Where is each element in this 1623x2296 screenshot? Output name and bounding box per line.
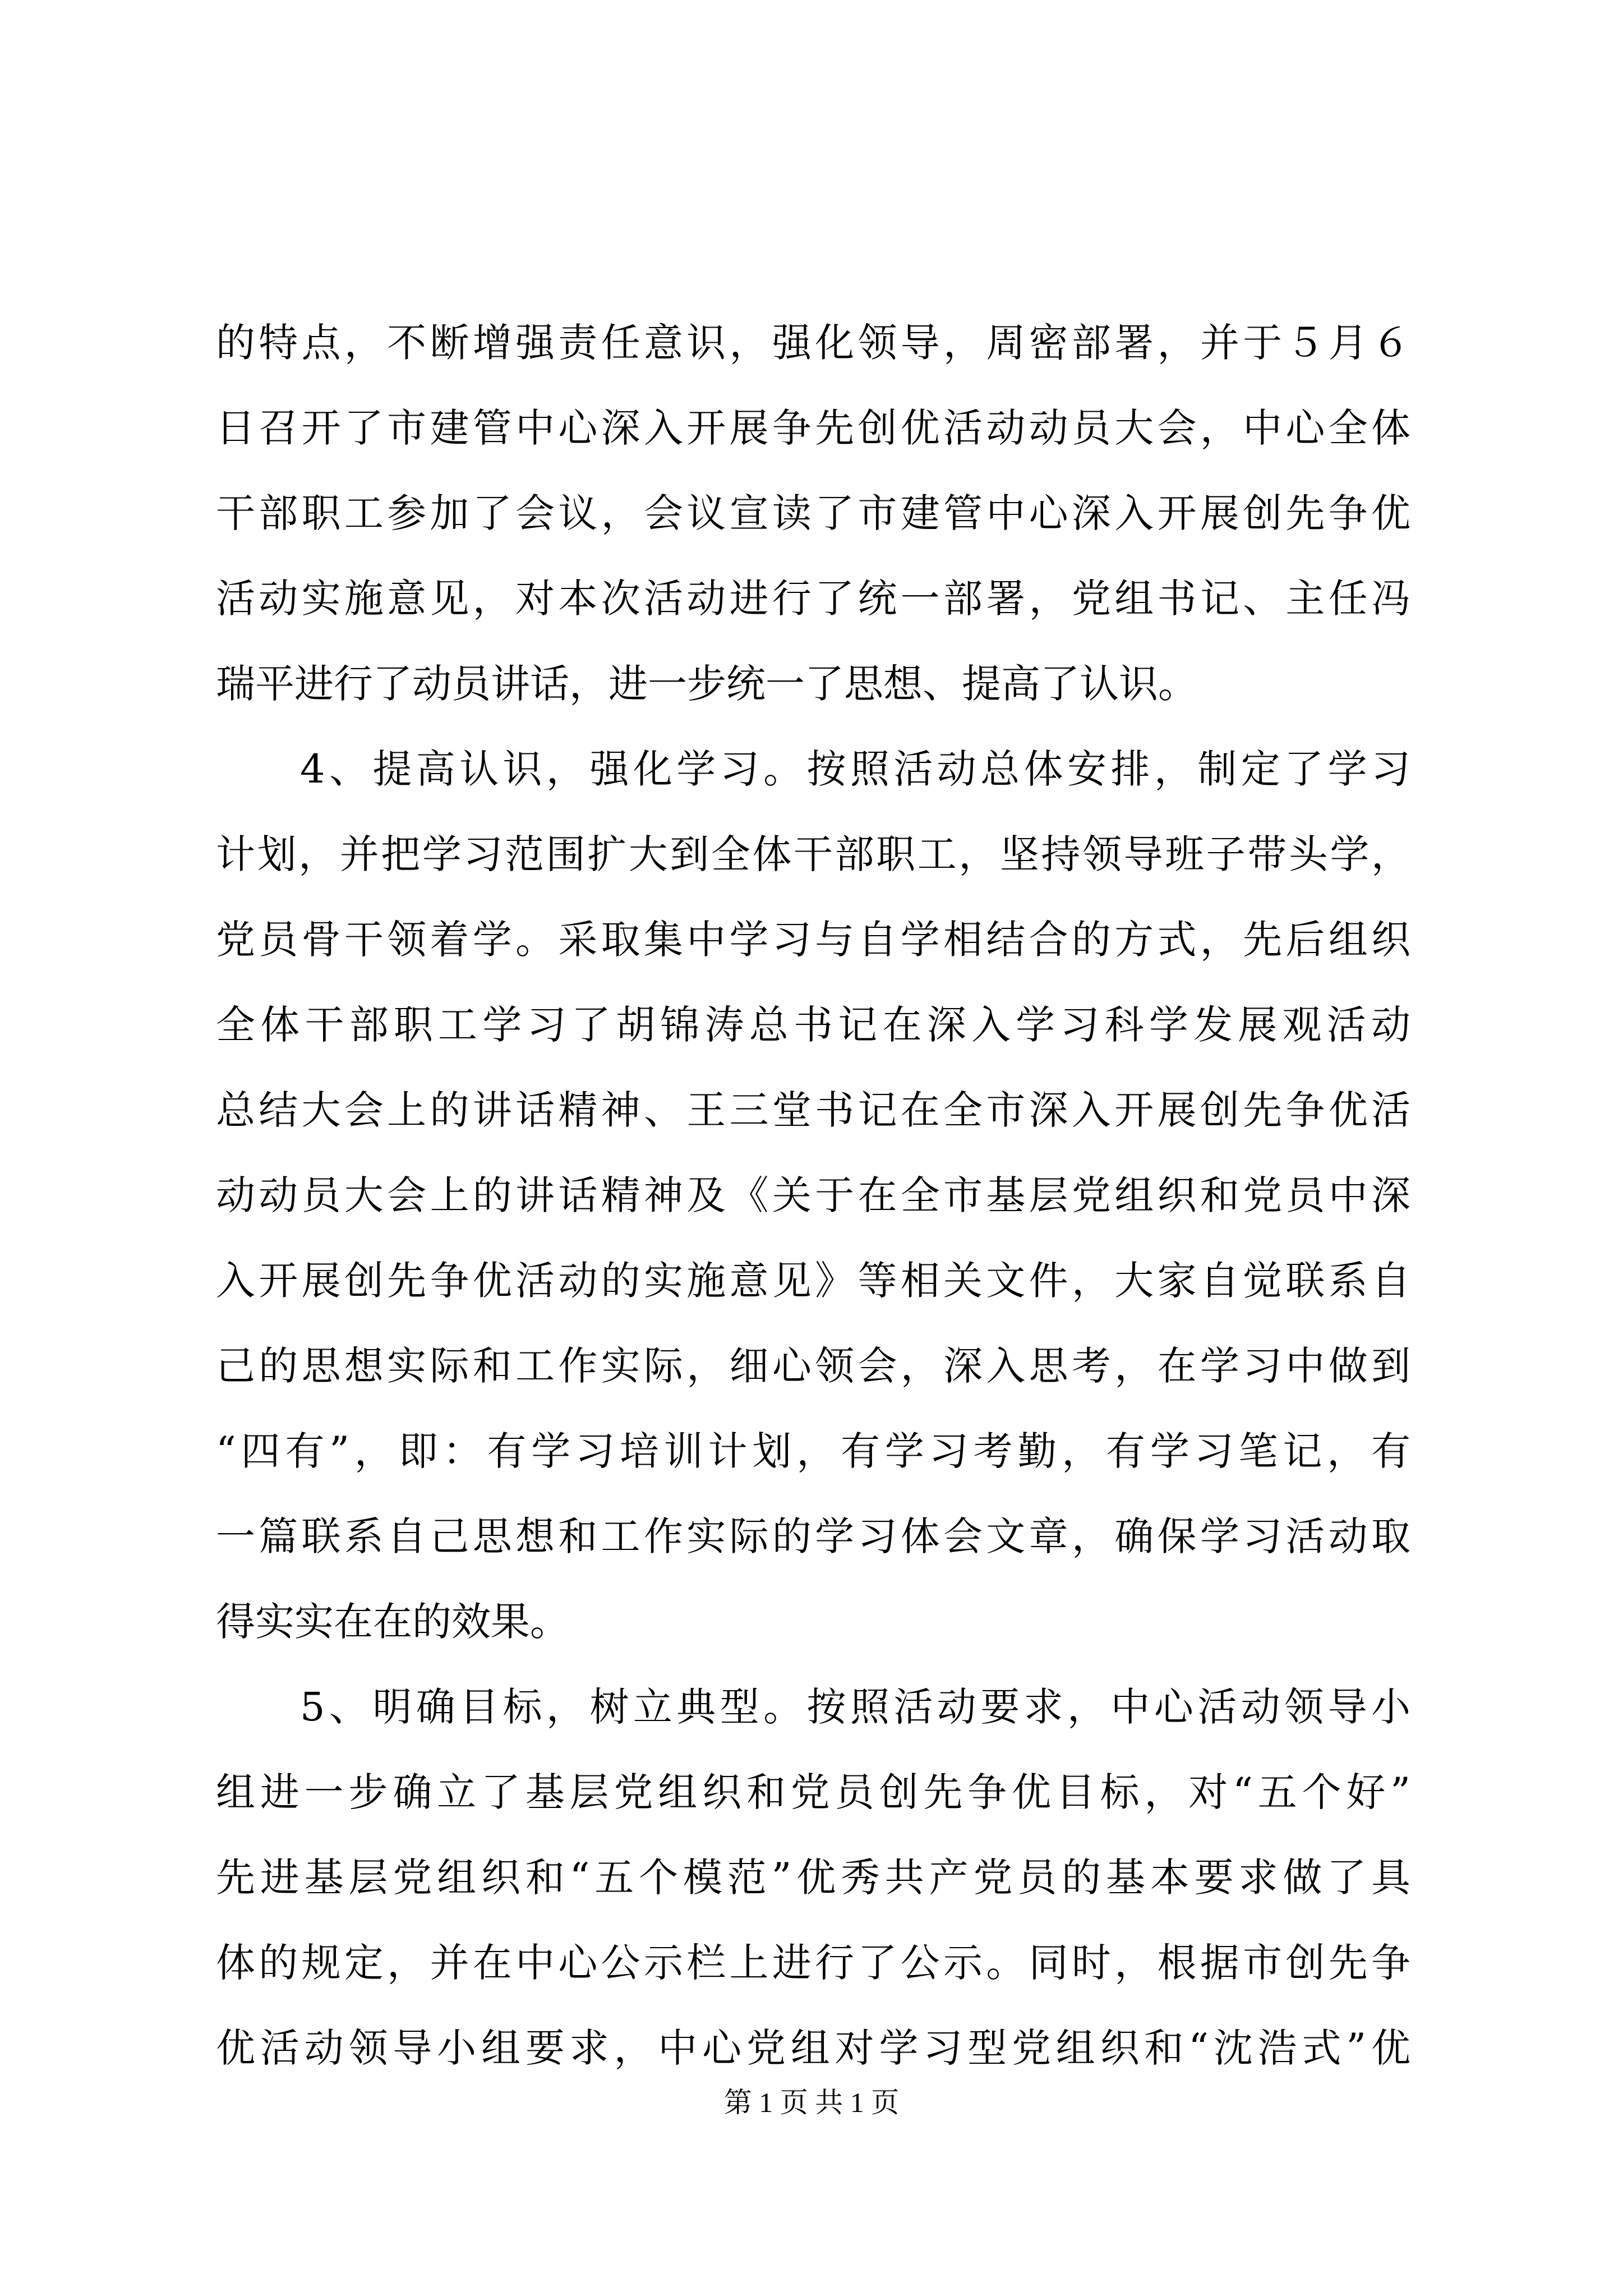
- text-line: 入开展创先争优活动的实施意见》等相关文件，大家自觉联系自: [216, 1258, 1410, 1304]
- document-body: [216, 300, 1410, 2091]
- text-line: 体的规定，并在中心公示栏上进行了公示。同时，根据市创先争: [216, 1940, 1410, 1986]
- paragraph-first-line: 4、提高认识，强化学习。按照活动总体安排，制定了学习: [300, 746, 1410, 792]
- text-line: 全体干部职工学习了胡锦涛总书记在深入学习科学发展观活动: [216, 1002, 1410, 1048]
- text-line: 先进基层党组织和“五个模范”优秀共产党员的基本要求做了具: [216, 1855, 1410, 1901]
- text-line: 优活动领导小组要求，中心党组对学习型党组织和“沈浩式”优: [216, 2025, 1410, 2071]
- page-footer: 第 1 页 共 1 页: [723, 2087, 900, 2118]
- text-line: 活动实施意见，对本次活动进行了统一部署，党组书记、主任冯: [216, 576, 1410, 622]
- text-line: 总结大会上的讲话精神、王三堂书记在全市深入开展创先争优活: [216, 1087, 1410, 1133]
- text-line: “四有”，即：有学习培训计划，有学习考勤，有学习笔记，有: [216, 1428, 1410, 1474]
- text-line: 己的思想实际和工作实际，细心领会，深入思考，在学习中做到: [216, 1343, 1410, 1389]
- text-line: 动动员大会上的讲话精神及《关于在全市基层党组织和党员中深: [216, 1172, 1410, 1218]
- paragraph-first-line: 5、明确目标，树立典型。按照活动要求，中心活动领导小: [300, 1684, 1410, 1730]
- text-line: 瑞平进行了动员讲话，进一步统一了思想、提高了认识。: [216, 661, 1197, 707]
- text-line: 日召开了市建管中心深入开展争先创优活动动员大会，中心全体: [216, 405, 1410, 451]
- text-line: 计划，并把学习范围扩大到全体干部职工，坚持领导班子带头学，: [216, 831, 1410, 877]
- text-line: 一篇联系自己思想和工作实际的学习体会文章，确保学习活动取: [216, 1513, 1410, 1559]
- text-line: 党员骨干领着学。采取集中学习与自学相结合的方式，先后组织: [216, 917, 1410, 963]
- text-line: 得实实在在的效果。: [216, 1599, 569, 1645]
- text-line: 干部职工参加了会议，会议宣读了市建管中心深入开展创先争优: [216, 490, 1410, 536]
- text-line: 的特点，不断增强责任意识，强化领导，周密部署，并于５月６: [216, 320, 1410, 366]
- text-line: 组进一步确立了基层党组织和党员创先争优目标，对“五个好”: [216, 1769, 1410, 1815]
